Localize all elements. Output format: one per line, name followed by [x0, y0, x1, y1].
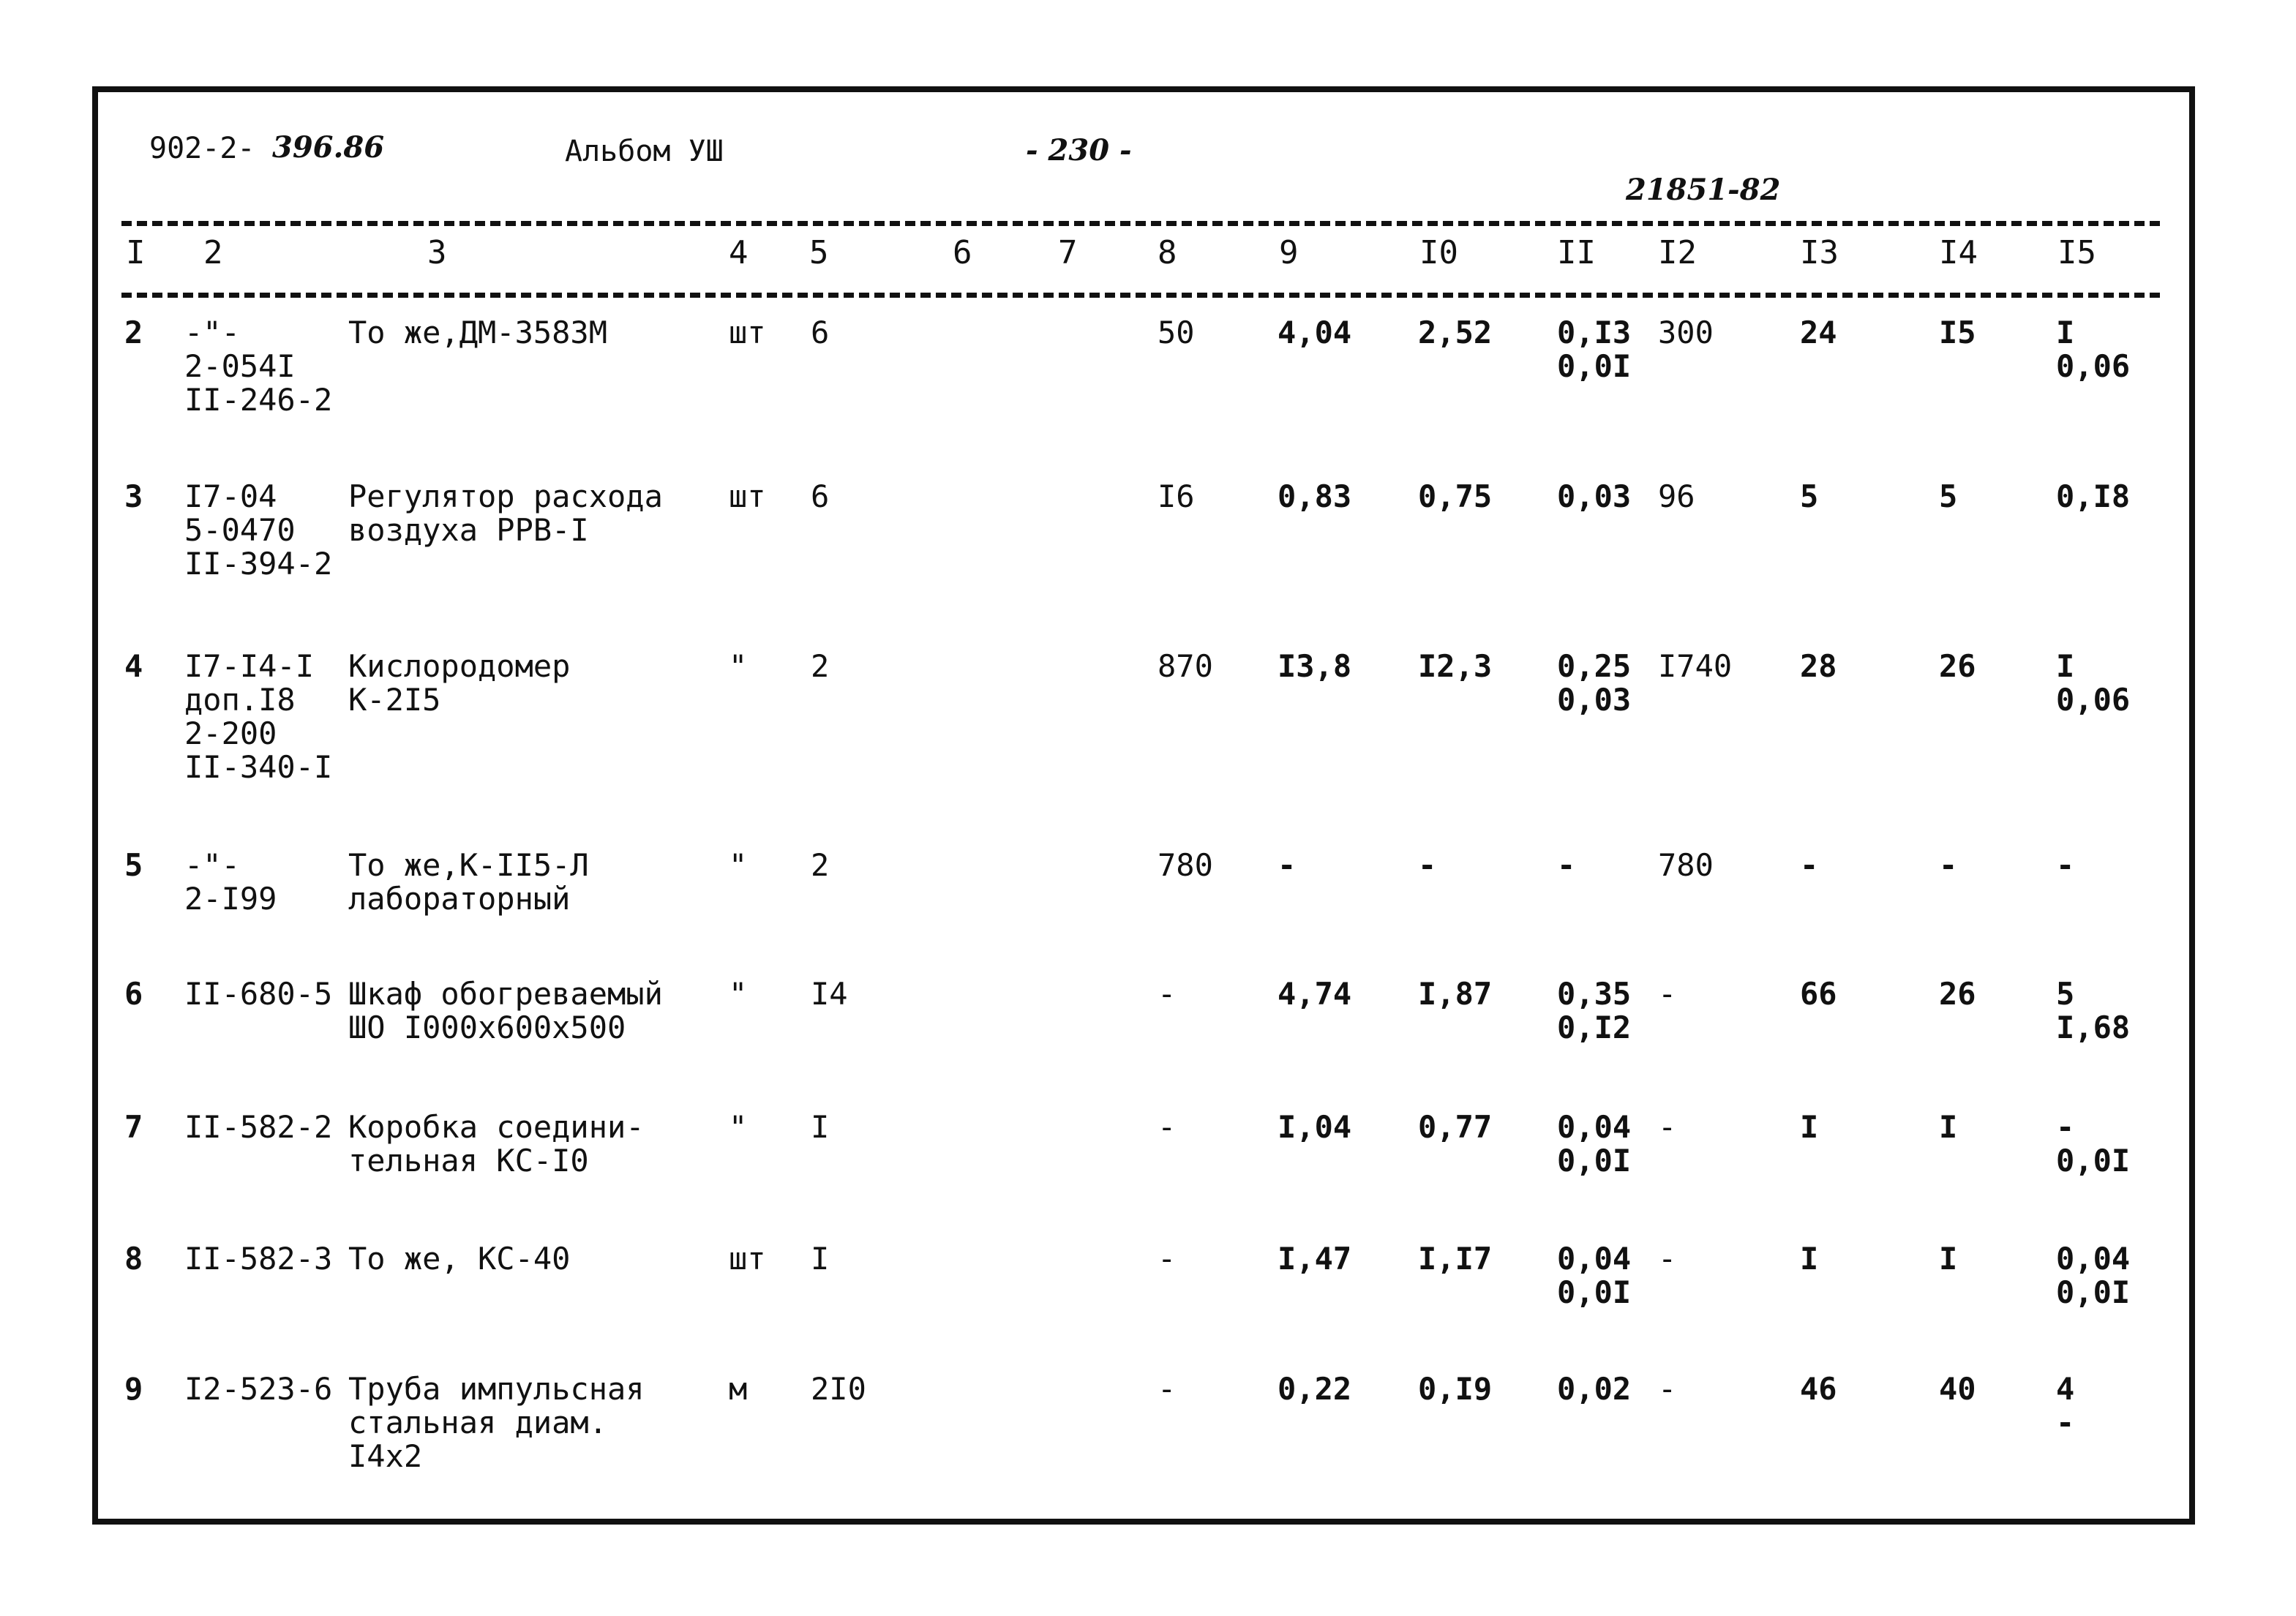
col14-cell: -	[1939, 847, 1958, 883]
col8-cell: I6	[1158, 478, 1195, 514]
col10-cell: I,I7	[1418, 1241, 1493, 1277]
col11-cell: 0,04 0,0I	[1557, 1241, 1632, 1310]
col15-cell: 0,04 0,0I	[2056, 1241, 2131, 1310]
code-cell: II-582-2	[184, 1109, 333, 1145]
code-cell: II-582-3	[184, 1241, 333, 1277]
unit-cell: "	[729, 847, 748, 883]
column-header-14: I4	[1939, 234, 1978, 271]
col12-cell: -	[1658, 1371, 1677, 1407]
album-title: Альбом УШ	[565, 135, 724, 168]
name-cell: Шкаф обогреваемый ШО I000х600х500	[348, 976, 663, 1045]
col12-cell: 300	[1658, 315, 1714, 350]
col15-cell: 4 -	[2056, 1371, 2075, 1440]
col8-cell: -	[1158, 1109, 1177, 1145]
col13-cell: 24	[1800, 315, 1837, 350]
col13-cell: I	[1800, 1241, 1819, 1277]
header-bottom-rule	[121, 293, 2160, 298]
col13-cell: -	[1800, 847, 1819, 883]
col14-cell: I	[1939, 1109, 1958, 1145]
header-top-rule	[121, 221, 2160, 226]
col12-cell: -	[1658, 1109, 1677, 1145]
col10-cell: 0,77	[1418, 1109, 1493, 1145]
page-frame	[92, 86, 2195, 1525]
quantity-cell: 2I0	[811, 1371, 866, 1407]
col10-cell: 0,75	[1418, 478, 1493, 514]
row-number: 2	[124, 315, 143, 350]
code-cell: I2-523-6	[184, 1371, 333, 1407]
col10-cell: 2,52	[1418, 315, 1493, 350]
row-number: 9	[124, 1371, 143, 1407]
col13-cell: I	[1800, 1109, 1819, 1145]
column-header-7: 7	[1058, 234, 1078, 271]
name-cell: То же, КС-40	[348, 1241, 571, 1277]
col15-cell: 5 I,68	[2056, 976, 2131, 1045]
column-header-15: I5	[2057, 234, 2096, 271]
code-cell: -"- 2-I99	[184, 847, 277, 917]
col14-cell: 26	[1939, 976, 1976, 1012]
col14-cell: 5	[1939, 478, 1958, 514]
col14-cell: I	[1939, 1241, 1958, 1277]
col8-cell: 50	[1158, 315, 1195, 350]
col11-cell: 0,02	[1557, 1371, 1632, 1407]
quantity-cell: I	[811, 1241, 830, 1277]
col9-cell: 0,22	[1278, 1371, 1352, 1407]
unit-cell: "	[729, 976, 748, 1012]
col9-cell: I3,8	[1278, 648, 1352, 684]
column-header-3: 3	[427, 234, 447, 271]
name-cell: То же,К-II5-Л лабораторный	[348, 847, 589, 917]
col11-cell: 0,03	[1557, 478, 1632, 514]
col14-cell: I5	[1939, 315, 1976, 350]
registration-stamp: 21851-82	[1626, 173, 1781, 207]
code-cell: II-680-5	[184, 976, 333, 1012]
col15-cell: 0,I8	[2056, 478, 2131, 514]
col10-cell: I,87	[1418, 976, 1493, 1012]
column-header-5: 5	[809, 234, 829, 271]
col11-cell: 0,I3 0,0I	[1557, 315, 1632, 384]
col9-cell: 4,74	[1278, 976, 1352, 1012]
col12-cell: 96	[1658, 478, 1695, 514]
quantity-cell: I	[811, 1109, 830, 1145]
col9-cell: I,04	[1278, 1109, 1352, 1145]
quantity-cell: 2	[811, 648, 830, 684]
quantity-cell: 6	[811, 478, 830, 514]
col8-cell: 780	[1158, 847, 1213, 883]
unit-cell: м	[729, 1371, 748, 1407]
col13-cell: 28	[1800, 648, 1837, 684]
col8-cell: -	[1158, 1241, 1177, 1277]
unit-cell: шт	[729, 315, 766, 350]
column-header-11: II	[1557, 234, 1596, 271]
row-number: 5	[124, 847, 143, 883]
column-header-1: I	[126, 234, 146, 271]
name-cell: Труба импульсная стальная диам. I4х2	[348, 1371, 645, 1474]
code-cell: I7-04 5-0470 II-394-2	[184, 478, 333, 582]
column-header-8: 8	[1158, 234, 1177, 271]
series-handwritten-suffix: 396.86	[272, 130, 385, 165]
col12-cell: -	[1658, 976, 1677, 1012]
unit-cell: шт	[729, 478, 766, 514]
col10-cell: I2,3	[1418, 648, 1493, 684]
name-cell: То же,ДМ-3583М	[348, 315, 608, 350]
unit-cell: "	[729, 648, 748, 684]
col13-cell: 5	[1800, 478, 1819, 514]
row-number: 4	[124, 648, 143, 684]
row-number: 6	[124, 976, 143, 1012]
col14-cell: 26	[1939, 648, 1976, 684]
row-number: 8	[124, 1241, 143, 1277]
col15-cell: - 0,0I	[2056, 1109, 2131, 1179]
column-header-9: 9	[1279, 234, 1299, 271]
col12-cell: -	[1658, 1241, 1677, 1277]
column-header-10: I0	[1419, 234, 1458, 271]
unit-cell: шт	[729, 1241, 766, 1277]
col8-cell: 870	[1158, 648, 1213, 684]
col15-cell: I 0,06	[2056, 315, 2131, 384]
col13-cell: 46	[1800, 1371, 1837, 1407]
name-cell: Коробка соедини- тельная КС-I0	[348, 1109, 645, 1179]
col9-cell: 4,04	[1278, 315, 1352, 350]
col13-cell: 66	[1800, 976, 1837, 1012]
name-cell: Регулятор расхода воздуха РРВ-I	[348, 478, 663, 548]
name-cell: Кислородомер К-2I5	[348, 648, 571, 718]
code-cell: I7-I4-I доп.I8 2-200 II-340-I	[184, 648, 333, 785]
col9-cell: -	[1278, 847, 1297, 883]
column-header-6: 6	[953, 234, 972, 271]
col11-cell: 0,25 0,03	[1557, 648, 1632, 718]
col9-cell: I,47	[1278, 1241, 1352, 1277]
col12-cell: I740	[1658, 648, 1733, 684]
quantity-cell: 6	[811, 315, 830, 350]
col12-cell: 780	[1658, 847, 1714, 883]
quantity-cell: I4	[811, 976, 848, 1012]
row-number: 3	[124, 478, 143, 514]
col15-cell: I 0,06	[2056, 648, 2131, 718]
col14-cell: 40	[1939, 1371, 1976, 1407]
unit-cell: "	[729, 1109, 748, 1145]
column-header-4: 4	[729, 234, 749, 271]
column-header-2: 2	[203, 234, 223, 271]
code-cell: -"- 2-054I II-246-2	[184, 315, 333, 418]
col15-cell: -	[2056, 847, 2075, 883]
series-number: 902-2-	[149, 132, 255, 165]
col11-cell: 0,35 0,I2	[1557, 976, 1632, 1045]
col11-cell: -	[1557, 847, 1576, 883]
page-number: - 230 -	[1026, 133, 1132, 168]
quantity-cell: 2	[811, 847, 830, 883]
col8-cell: -	[1158, 1371, 1177, 1407]
col9-cell: 0,83	[1278, 478, 1352, 514]
column-header-12: I2	[1658, 234, 1697, 271]
col11-cell: 0,04 0,0I	[1557, 1109, 1632, 1179]
col10-cell: 0,I9	[1418, 1371, 1493, 1407]
column-header-13: I3	[1800, 234, 1839, 271]
col10-cell: -	[1418, 847, 1437, 883]
col8-cell: -	[1158, 976, 1177, 1012]
row-number: 7	[124, 1109, 143, 1145]
